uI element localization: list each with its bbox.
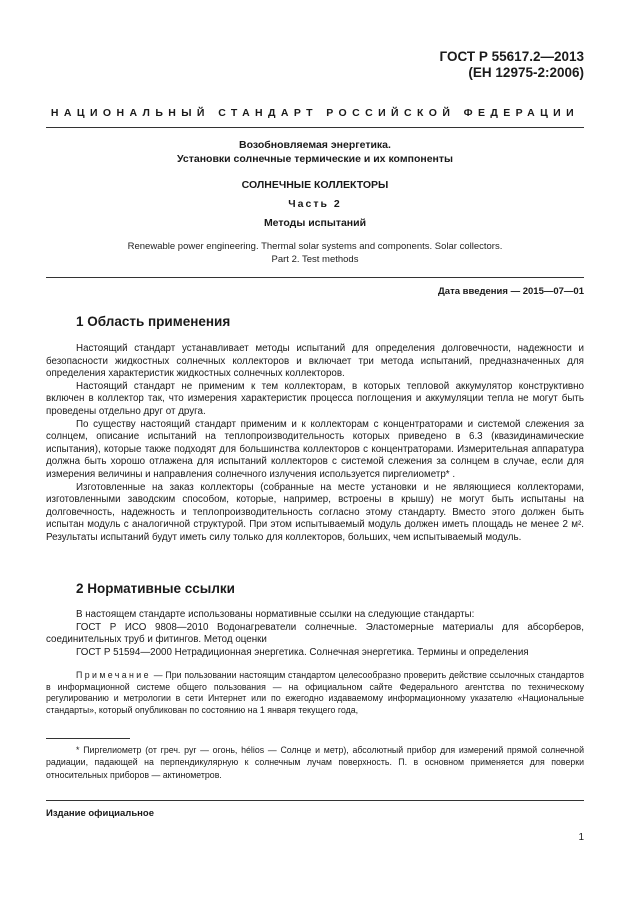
intro-date-label: Дата введения bbox=[438, 286, 508, 297]
page-number: 1 bbox=[578, 832, 584, 843]
paragraph: Настоящий стандарт устанавливает методы испытаний для определения долговечности, надежности и безопасности жидкостных солнечных коллекторов и включает три метода испытаний, предназначенных для определения характеристик жидкостных солнечных коллекторов. bbox=[46, 343, 584, 380]
paragraph: По существу настоящий стандарт применим и к коллекторам с концентраторами и системой слежения за солнцем, описание испытаний на теплопроизводительность которых приведено в 6.3 (квазидинамические испытания), которые также подходят для большинства коллекторов с концентраторами. Измерительная аппаратура должна быть хорошо отлажена для испытаний коллекторов с системой слежения за солнцем в случае, если для измерения величины и направления солнечного излучения используется пиргелиометр* . bbox=[46, 418, 584, 480]
paragraph: Настоящий стандарт не применим к тем коллекторам, в которых тепловой аккумулятор конструктивно включен в коллектор так, что измерения характеристик процесса поглощения и аккумуляции тепла не могут быть проведены отдельно друг от друга. bbox=[46, 380, 584, 417]
note-block bbox=[46, 670, 584, 716]
banner-rule bbox=[46, 127, 584, 128]
section-1-body bbox=[46, 343, 584, 545]
english-title-line-1: Renewable power engineering. Thermal solar systems and components. Solar collectors. bbox=[127, 241, 503, 252]
title-line-2: Установки солнечные термические и их компоненты bbox=[177, 153, 453, 165]
edition-rule bbox=[46, 800, 584, 801]
section-1-heading: 1 Область применения bbox=[76, 314, 231, 329]
gost-number: ГОСТ Р 55617.2—2013 bbox=[439, 49, 584, 64]
edition-label: Издание официальное bbox=[46, 808, 154, 819]
title-line-1: Возобновляемая энергетика. bbox=[239, 139, 391, 151]
note-text: — При пользовании настоящим стандартом целесообразно проверить действие ссылочных стандартов в информационной системе общего пользования — на официальном сайте Федерального агентства по техническому регулированию и метрологии в сети Интернет или по ежегодно издаваемому информационному указателю «Национальные стандарты», который опубликован по состоянию на 1 января текущего года, bbox=[46, 670, 584, 715]
methods-title: Методы испытаний bbox=[263, 217, 367, 229]
footnote bbox=[46, 744, 584, 781]
national-standard-banner: НАЦИОНАЛЬНЫЙ СТАНДАРТ РОССИЙСКОЙ ФЕДЕРАЦИИ bbox=[50, 107, 580, 119]
en-number: (ЕН 12975-2:2006) bbox=[468, 65, 584, 80]
footnote-text: * Пиргелиометр (от греч. pyr — огонь, hélios — Солнце и метр), абсолютный прибор для измерений прямой солнечной радиации, падающей на перпендикулярную к солнечным лучам поверхность. П. в основном применяется для поверки относительных приборов — актинометров. bbox=[46, 745, 584, 780]
subject-title: СОЛНЕЧНЫЕ КОЛЛЕКТОРЫ bbox=[241, 179, 389, 191]
note-paragraph bbox=[46, 670, 584, 716]
note-label: Примечание bbox=[76, 670, 151, 680]
introduction-date bbox=[438, 286, 584, 297]
footnote-rule bbox=[46, 738, 130, 739]
title-rule bbox=[46, 277, 584, 278]
paragraph: Изготовленные на заказ коллекторы (собранные на месте установки и не являющиеся коллекторами, изготовленными заводским способом, которые, например, встроены в крышу) не могут быть испытаны на долговечность, надежность и теплопроизводительность согласно этому стандарту. Вместо этого должен быть испытан модуль с аналогичной структурой. При этом испытываемый модуль должен иметь площадь не менее 2 м². Результаты испытаний будут иметь силу только для коллекторов, больших, чем испытываемый модуль. bbox=[46, 481, 584, 543]
intro-date-value: — 2015—07—01 bbox=[510, 286, 584, 297]
english-title-line-2: Part 2. Test methods bbox=[271, 254, 359, 265]
part-title: Часть 2 bbox=[288, 198, 342, 210]
reference-item: ГОСТ Р ИСО 9808—2010 Водонагреватели солнечные. Эластомерные материалы для абсорберов, соединительных труб и фитингов. Метод оценки bbox=[46, 621, 584, 646]
section-2-heading: 2 Нормативные ссылки bbox=[76, 581, 235, 596]
section-2-body bbox=[46, 609, 584, 659]
gost-identifier bbox=[440, 49, 584, 81]
paragraph: В настоящем стандарте использованы нормативные ссылки на следующие стандарты: bbox=[76, 609, 475, 620]
reference-item: ГОСТ Р 51594—2000 Нетрадиционная энергетика. Солнечная энергетика. Термины и определения bbox=[76, 646, 529, 658]
